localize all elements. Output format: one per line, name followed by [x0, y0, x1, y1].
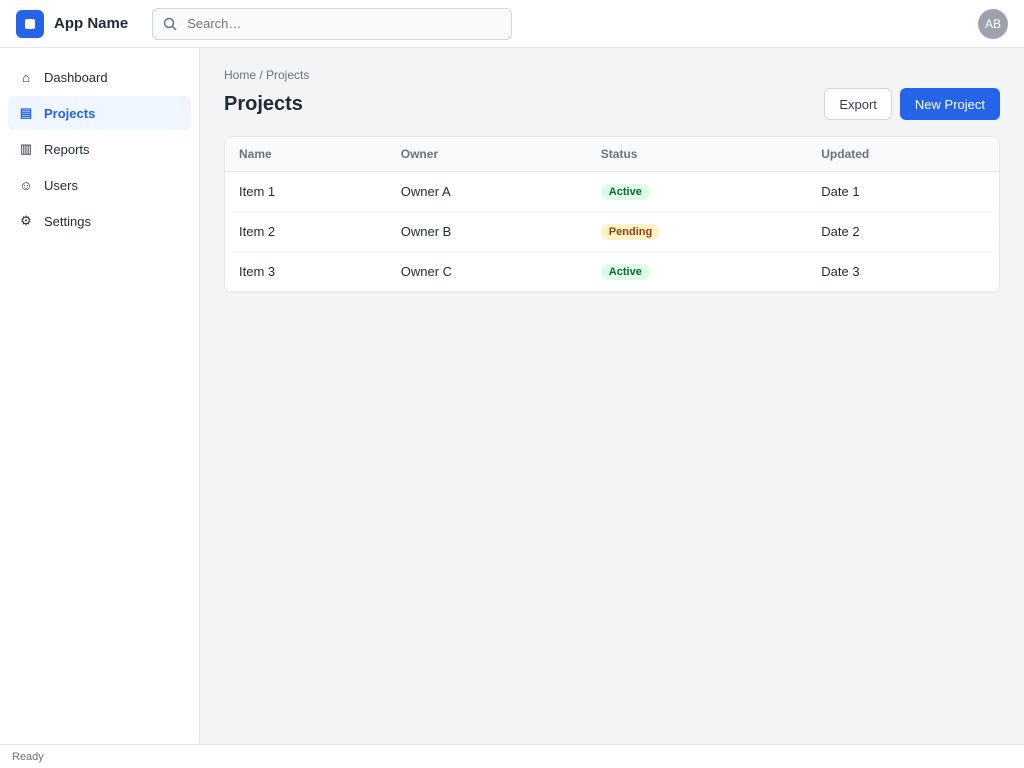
- table-cell: Date 2: [807, 212, 999, 252]
- chart-icon: ▥: [19, 141, 33, 156]
- table-row[interactable]: [225, 252, 999, 292]
- folder-icon: ▤: [19, 105, 33, 120]
- projects-table-card: [224, 136, 1000, 293]
- projects-table: [225, 137, 999, 292]
- breadcrumb[interactable]: Home / Projects: [224, 68, 310, 82]
- gear-icon: ⚙: [20, 213, 32, 228]
- table-cell: Owner A: [387, 172, 587, 212]
- sidebar: [0, 48, 200, 744]
- sidebar-item-projects[interactable]: [8, 96, 191, 130]
- column-header[interactable]: Owner: [387, 137, 587, 172]
- sidebar-item-label: Projects: [44, 105, 96, 121]
- search-icon: [163, 17, 177, 31]
- sidebar-item-reports[interactable]: [8, 132, 191, 166]
- sidebar-item-label: Users: [44, 177, 78, 193]
- table-header-row: [225, 137, 999, 172]
- logo-icon: [23, 17, 37, 31]
- table-cell: Item 3: [225, 252, 387, 292]
- sidebar-item-dashboard[interactable]: [8, 60, 191, 94]
- status-badge: Pending: [601, 224, 660, 240]
- status-text: Ready: [12, 750, 44, 763]
- table-cell: Item 2: [225, 212, 387, 252]
- table-cell: Item 1: [225, 172, 387, 212]
- table-cell: [587, 212, 807, 252]
- body-row: [0, 48, 1024, 744]
- page-header: [224, 88, 1000, 120]
- table-cell: Date 1: [807, 172, 999, 212]
- avatar[interactable]: AB: [978, 9, 1008, 39]
- status-bar: [0, 744, 1024, 768]
- home-icon: ⌂: [22, 69, 30, 85]
- sidebar-item-label: Dashboard: [44, 69, 108, 85]
- sidebar-item-users[interactable]: [8, 168, 191, 202]
- table-row[interactable]: [225, 212, 999, 252]
- user-icon: ☺: [19, 177, 33, 193]
- table-cell: Date 3: [807, 252, 999, 292]
- sidebar-item-settings[interactable]: [8, 204, 191, 238]
- table-body: [225, 172, 999, 292]
- table-row[interactable]: [225, 172, 999, 212]
- table-cell: Owner C: [387, 252, 587, 292]
- app-logo: [16, 10, 44, 38]
- column-header[interactable]: Status: [587, 137, 807, 172]
- sidebar-item-label: Settings: [44, 213, 91, 229]
- sidebar-item-label: Reports: [44, 141, 90, 157]
- page-title: Projects: [224, 92, 303, 115]
- status-badge: Active: [601, 184, 650, 200]
- search-input[interactable]: [185, 15, 501, 32]
- app-title: App Name: [54, 15, 129, 32]
- new-project-button[interactable]: New Project: [900, 88, 1000, 120]
- top-bar: [0, 0, 1024, 48]
- status-badge: Active: [601, 264, 650, 280]
- main-content: [200, 48, 1024, 744]
- column-header[interactable]: Name: [225, 137, 387, 172]
- table-cell: Owner B: [387, 212, 587, 252]
- table-cell: [587, 252, 807, 292]
- search-box[interactable]: [152, 8, 512, 40]
- export-button[interactable]: Export: [824, 88, 892, 120]
- column-header[interactable]: Updated: [807, 137, 999, 172]
- table-cell: [587, 172, 807, 212]
